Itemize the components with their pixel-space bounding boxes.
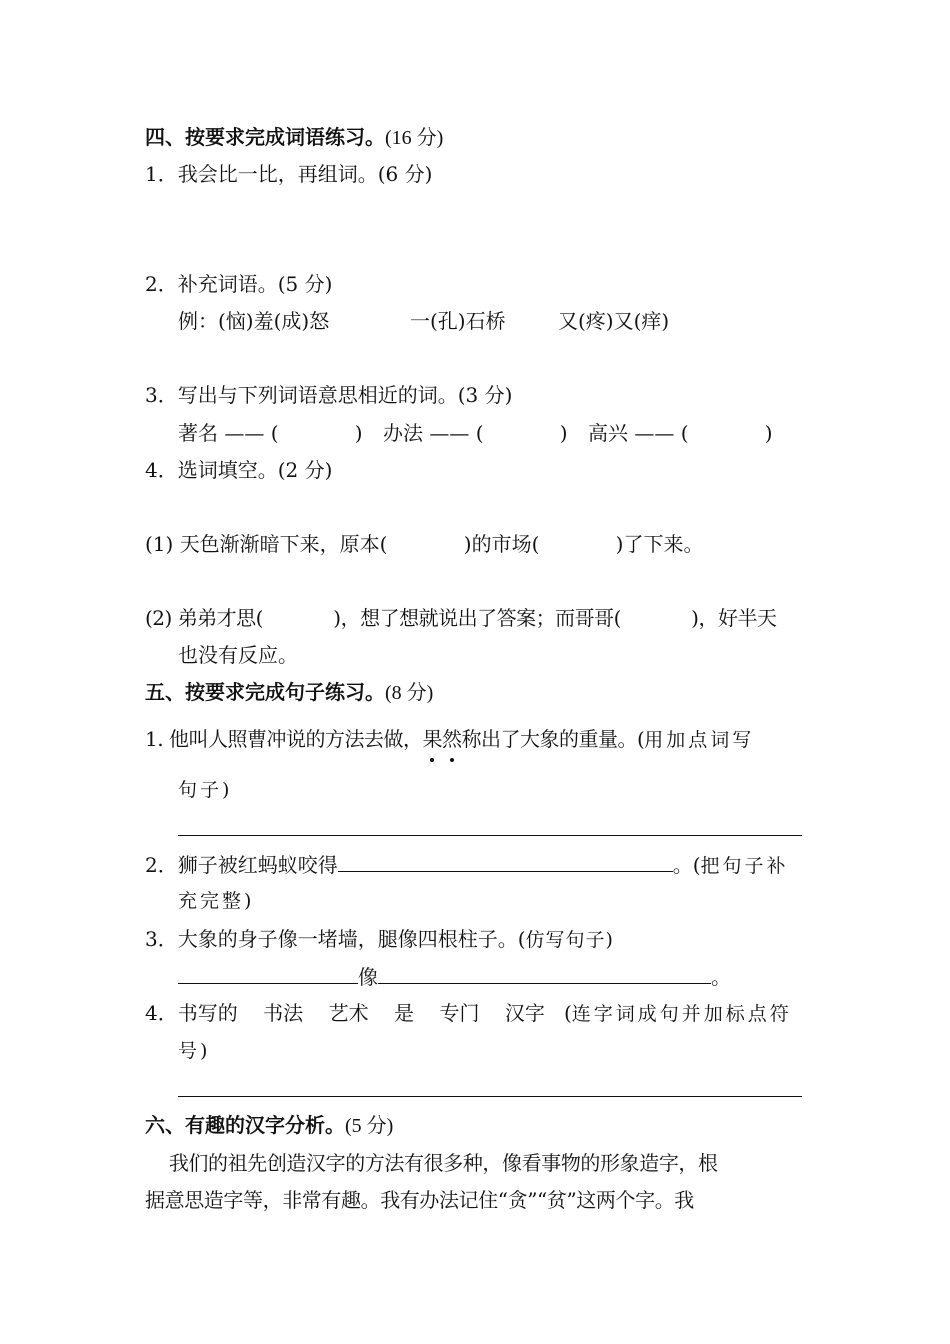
s5-q4-answer-line[interactable]: [178, 1096, 802, 1097]
section-4-heading: [145, 124, 443, 151]
s5-q2-text-pre: 2．狮子被红蚂蚁咬得: [145, 853, 338, 877]
s5-q1-note-2: 句子): [178, 779, 233, 801]
s5-q2-note-2: 充完整): [178, 890, 255, 912]
s5-question-1: [145, 726, 754, 753]
s4-q2-example: 例：(恼)羞(成)怒: [178, 309, 330, 333]
s5-question-3: [145, 926, 614, 953]
s5-q1-text-pre: 1. 他叫人照曹冲说的方法去做，: [145, 727, 423, 751]
s5-q2-text-post: 。(: [672, 853, 701, 877]
section-6-title: 六、有趣的汉字分析。: [145, 1113, 345, 1137]
s5-q1-answer-line[interactable]: [178, 835, 802, 836]
s4-q2-item-1: 一(孔)石桥: [410, 309, 506, 333]
s4-q3-item-2: 办法 —— ( ): [383, 421, 568, 445]
s4-q4-part-2a: (2) 弟弟才思( )，想了想就说出了答案；而哥哥( )，好半天: [145, 606, 777, 630]
s4-question-3: 3．写出与下列词语意思相近的词。(3 分): [145, 383, 513, 407]
s4-question-1: 1．我会比一比，再组词。(6 分): [145, 162, 433, 186]
s6-paragraph-line-2: 据意思造字等，非常有趣。我有办法记住“贪”“贫”这两个字。我: [145, 1188, 694, 1212]
s6-paragraph-line-1: 我们的祖先创造汉字的方法有很多种，像看事物的形象造字，根: [145, 1151, 718, 1175]
s4-q4-part-1: (1) 天色渐渐暗下来，原本( )的市场( )了下来。: [145, 532, 704, 556]
s5-q3-note: 仿写句子): [525, 929, 614, 951]
s5-q3-blank-1[interactable]: [178, 963, 358, 984]
s4-question-2: 2．补充词语。(5 分): [145, 272, 333, 296]
section-5-heading: [145, 679, 433, 706]
s5-q4-note-2: 号): [178, 1040, 211, 1062]
s5-q3-blank-2[interactable]: [378, 963, 711, 984]
s5-question-2: [145, 851, 789, 879]
s4-question-4: 4．选词填空。(2 分): [145, 458, 333, 482]
s5-q3-mid: 像: [358, 965, 378, 989]
s5-q4-note: 连字词成句并加标点符: [571, 1003, 792, 1025]
s4-q2-item-2: 又(疼)又(痒): [558, 309, 670, 333]
s5-q2-note: 把句子补: [700, 855, 789, 877]
s4-q3-item-3: 高兴 —— ( ): [588, 421, 773, 445]
section-5-score: (8 分): [385, 682, 434, 704]
s5-q1-note: 用加点词写: [644, 729, 755, 751]
section-6-heading: [145, 1112, 393, 1139]
s4-q3-item-1: 著名 —— ( ): [178, 421, 363, 445]
section-4-title: 四、按要求完成词语练习。: [145, 125, 385, 149]
s5-q4-words: 4．书写的 书法 艺术 是 专门 汉字 (: [145, 1001, 572, 1025]
s5-q1-dotted-char-1: 果: [422, 727, 442, 751]
s5-q1-text-post: 称出了大象的重量。(: [461, 727, 645, 751]
s5-q3-end: 。: [711, 965, 731, 989]
section-6-score: (5 分): [345, 1115, 394, 1137]
section-4-score: (16 分): [385, 127, 444, 149]
section-5-title: 五、按要求完成句子练习。: [145, 680, 385, 704]
s5-q1-dotted-char-2: 然: [441, 727, 462, 751]
s4-q4-part-2b: 也没有反应。: [178, 643, 298, 667]
s5-q3-text: 3．大象的身子像一堵墙，腿像四根柱子。(: [145, 927, 526, 951]
s5-question-4: [145, 1000, 792, 1027]
s5-q3-answer-row: [178, 963, 731, 990]
s5-q2-blank[interactable]: [338, 851, 673, 872]
